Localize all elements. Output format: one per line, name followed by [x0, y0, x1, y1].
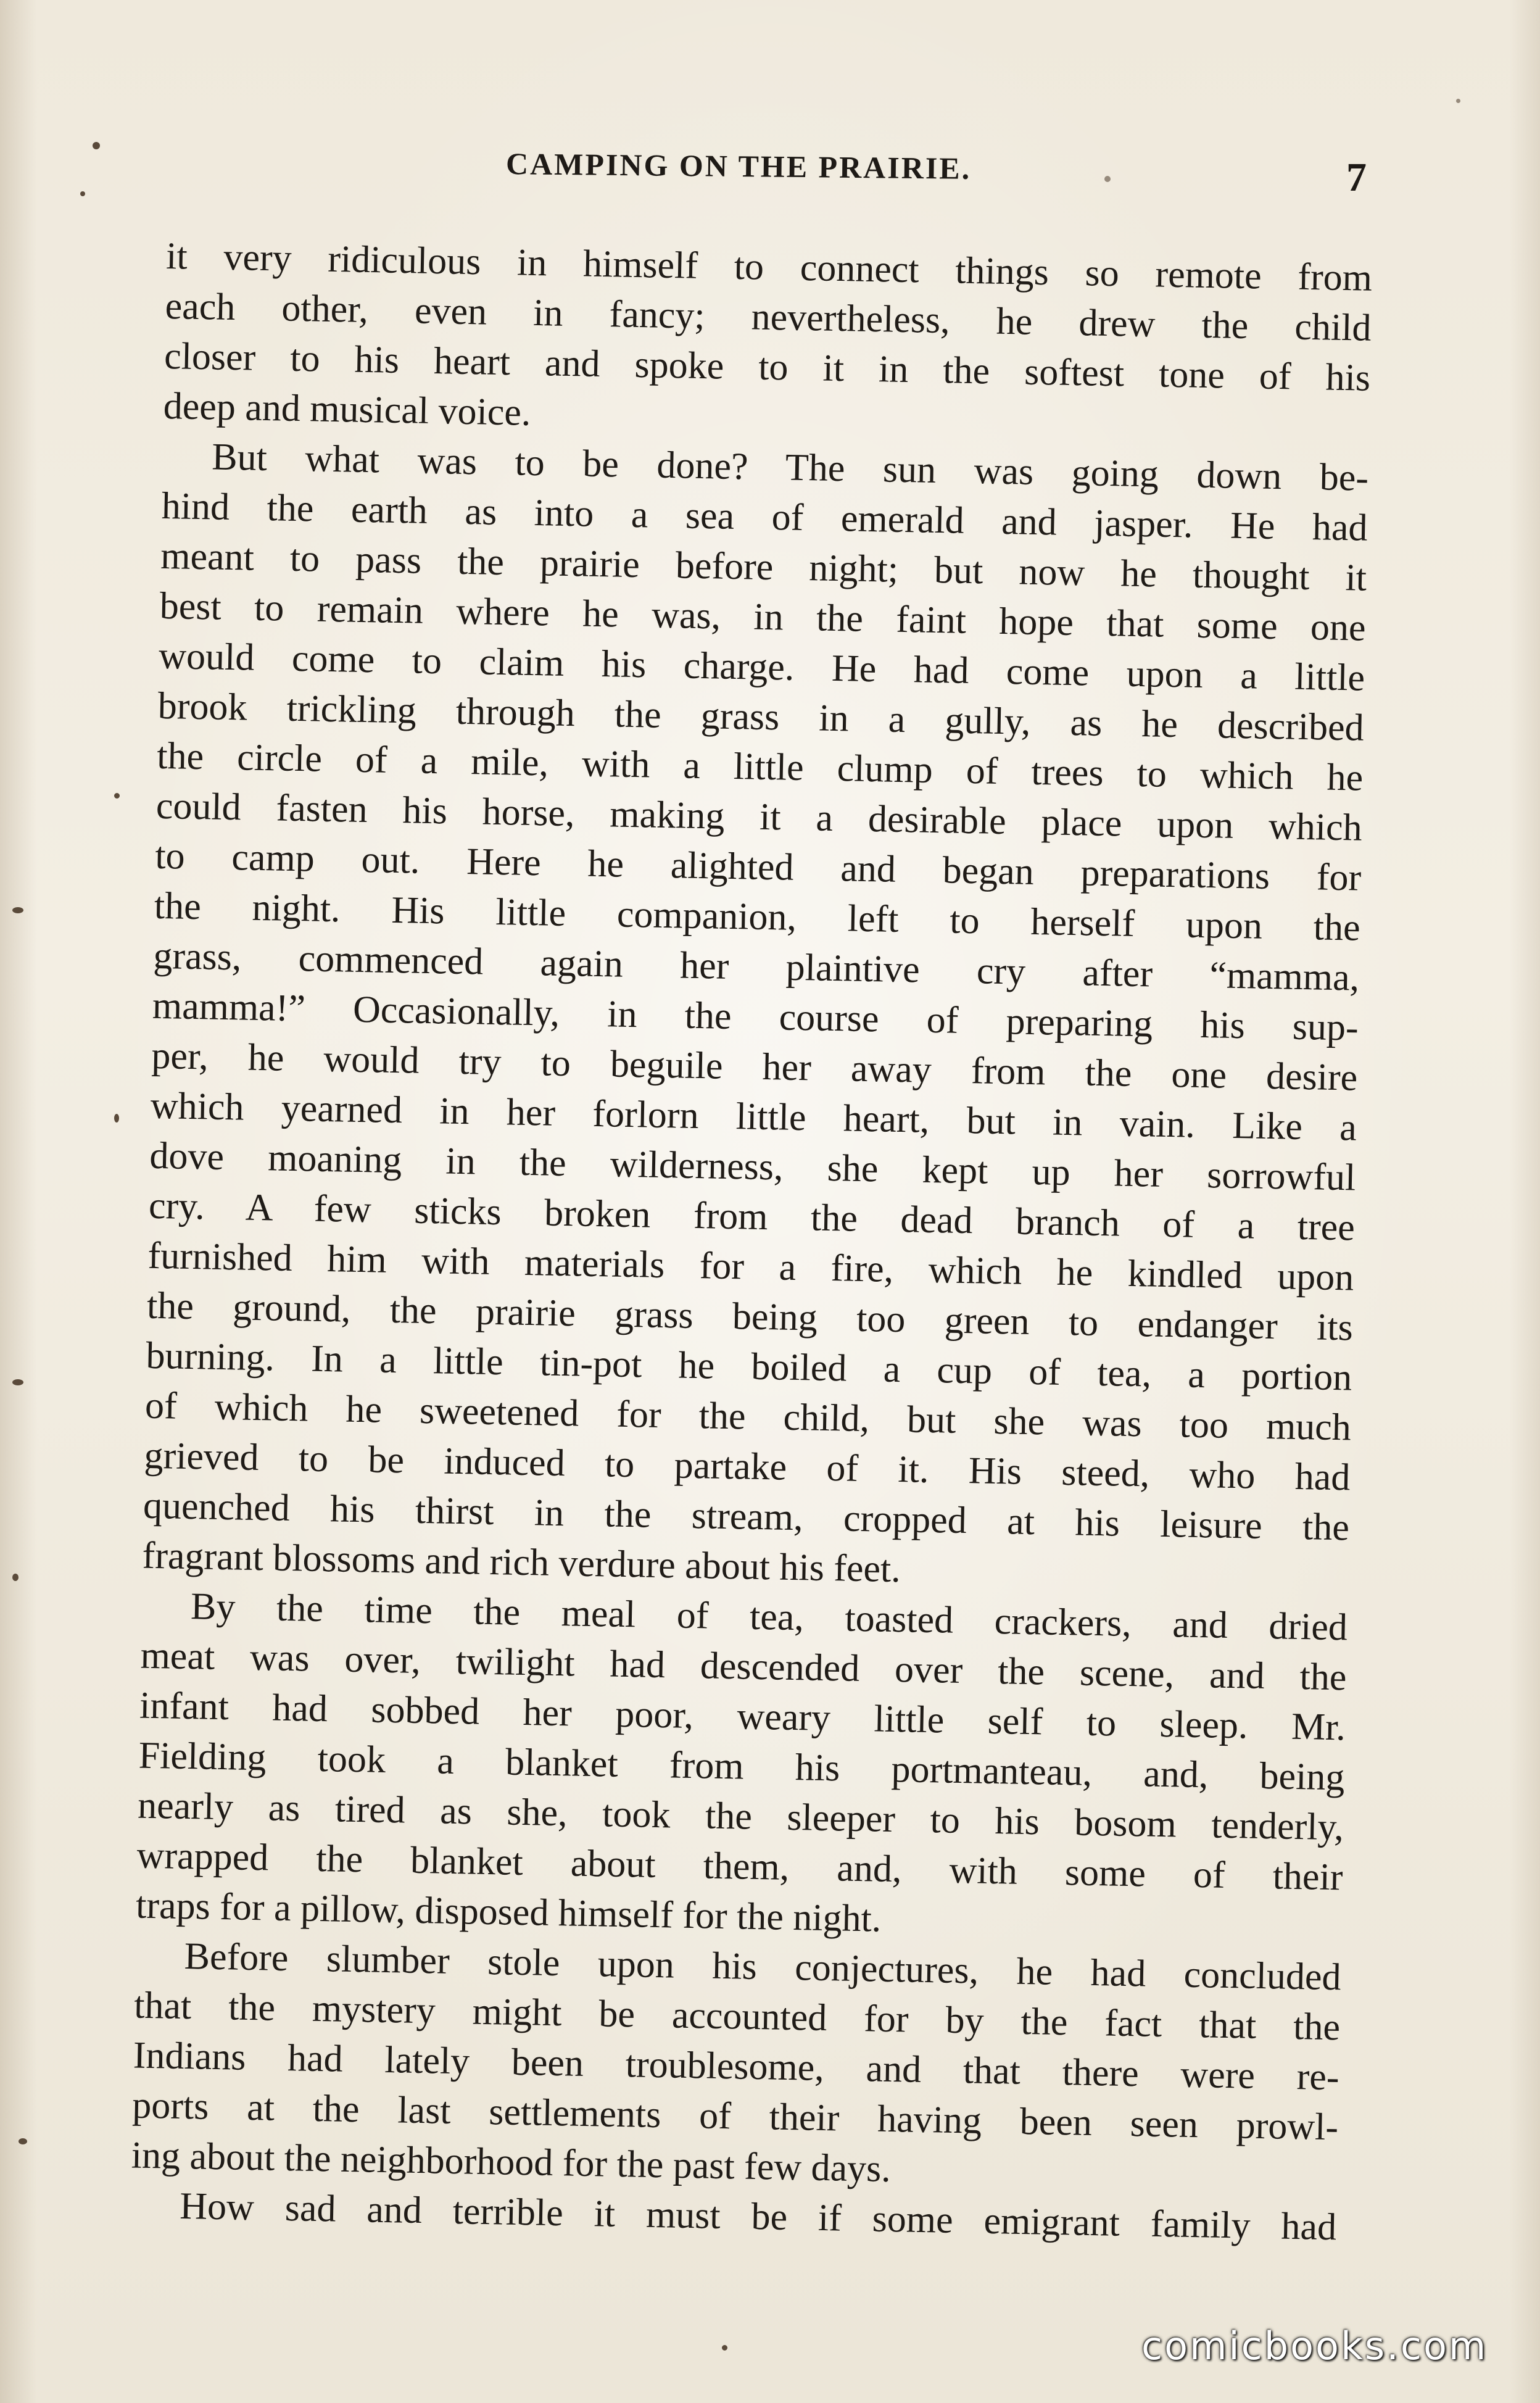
text-line: per, he would try to beguile her away from the one desire: [151, 1034, 1358, 1099]
text-line: ing about the neighborhood for the past few days.: [131, 2134, 892, 2191]
text-line: best to remain where he was, in the faint hope that some one: [159, 584, 1367, 649]
text-line: mamma!” Occasionally, in the course of preparing his sup-: [152, 984, 1359, 1049]
text-line: hind the earth as into a sea of emerald and jasper. He had: [161, 484, 1368, 549]
text-line: meat was over, twilight had descended over the scene, and the: [140, 1634, 1348, 1699]
text-line: How sad and terrible it must be if some emigrant family had: [179, 2185, 1337, 2249]
text-line: grass, commenced again her plaintive cry after “mamma,: [152, 934, 1360, 999]
text-line: closer to his heart and spoke to it in the softest tone of his: [164, 334, 1371, 399]
text-line: Before slumber stole upon his conjectures, he had concluded: [184, 1935, 1342, 1999]
running-header: CAMPING ON THE PRAIRIE.: [505, 146, 972, 186]
text-line: infant had sobbed her poor, weary little self to sleep. Mr.: [139, 1684, 1346, 1749]
text-line: Fielding took a blanket from his portmanteau, and, being: [138, 1734, 1346, 1799]
text-line: the night. His little companion, left to herself upon the: [154, 884, 1361, 949]
text-line: furnished him with materials for a fire, which he kindled upon: [147, 1234, 1354, 1299]
paper-speck: [1456, 99, 1460, 103]
text-line: the circle of a mile, with a little clump of trees to which he: [156, 734, 1364, 799]
text-line: cry. A few sticks broken from the dead branch of a tree: [148, 1184, 1356, 1249]
text-line: deep and musical voice.: [163, 384, 532, 434]
paper-speck: [114, 793, 120, 799]
text-line: could fasten his horse, making it a desirable place upon which: [155, 784, 1363, 849]
text-line: grieved to be induced to partake of it. His steed, who had: [144, 1434, 1351, 1499]
text-line: quenched his thirst in the stream, cropped at his leisure the: [143, 1484, 1350, 1549]
text-line: to camp out. Here he alighted and began preparations for: [154, 834, 1362, 899]
text-line: each other, even in fancy; nevertheless, he drew the child: [165, 284, 1372, 349]
paper-speck: [12, 1379, 23, 1385]
text-line: traps for a pillow, disposed himself for the night.: [135, 1884, 882, 1940]
text-line: meant to pass the prairie before night; but now he thought it: [160, 534, 1367, 599]
paper-speck: [12, 907, 23, 913]
text-line: dove moaning in the wilderness, she kept up her sorrowful: [149, 1134, 1356, 1199]
text-line: fragrant blossoms and rich verdure about his feet.: [142, 1534, 901, 1591]
text-line: But what was to be done? The sun was going down be-: [211, 436, 1369, 499]
text-line: of which he sweetened for the child, but she was too much: [144, 1384, 1352, 1449]
text-line: By the time the meal of tea, toasted crackers, and dried: [190, 1585, 1348, 1649]
watermark: comicbooks.com: [1141, 2323, 1488, 2368]
text-line: wrapped the blanket about them, and, with some of their: [136, 1834, 1344, 1899]
text-line: would come to claim his charge. He had come upon a little: [158, 634, 1365, 699]
paper-speck: [114, 1114, 119, 1123]
text-line: nearly as tired as she, took the sleeper to his bosom tenderly,: [137, 1784, 1344, 1849]
paper-speck: [722, 2345, 727, 2351]
paper-speck: [19, 2138, 27, 2144]
paper-speck: [12, 1574, 19, 1581]
text-line: Indians had lately been troublesome, and that there were re-: [133, 2034, 1340, 2099]
page-number: 7: [1346, 155, 1367, 200]
text-line: brook trickling through the grass in a gully, as he described: [157, 684, 1365, 749]
text-line: which yearned in her forlorn little heart, but in vain. Like a: [150, 1084, 1357, 1149]
text-line: that the mystery might be accounted for by the fact that the: [133, 1984, 1341, 2049]
body-text: [130, 231, 1373, 2252]
text-line: burning. In a little tin-pot he boiled a cup of tea, a portion: [145, 1334, 1352, 1399]
text-line: the ground, the prairie grass being too green to endanger its: [146, 1284, 1354, 1349]
paper-speck: [80, 191, 85, 196]
paper-speck: [93, 142, 100, 149]
text-line: it very ridiculous in himself to connect things so remote from: [165, 234, 1373, 299]
paper-speck: [1104, 176, 1111, 182]
text-line: ports at the last settlements of their having been seen prowl-: [131, 2084, 1339, 2149]
